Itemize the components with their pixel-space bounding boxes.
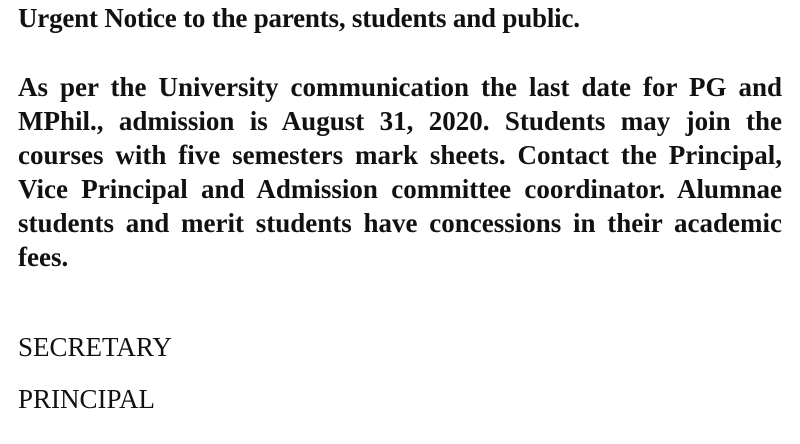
notice-title: Urgent Notice to the parents, students and public. (18, 3, 580, 33)
notice-paragraph: As per the University communication the last date for PG and MPhil., admission is August 31, 2020. Students may join the courses with five semesters mark sheets. Contact the Principal, Vice Principal and Admission committee coordinator. Alumnae students and merit students have concessions in their academic fees. (18, 72, 782, 272)
signatory-principal: PRINCIPAL (18, 384, 156, 414)
notice-document (18, 0, 782, 415)
signatory-secretary: SECRETARY (18, 332, 172, 362)
